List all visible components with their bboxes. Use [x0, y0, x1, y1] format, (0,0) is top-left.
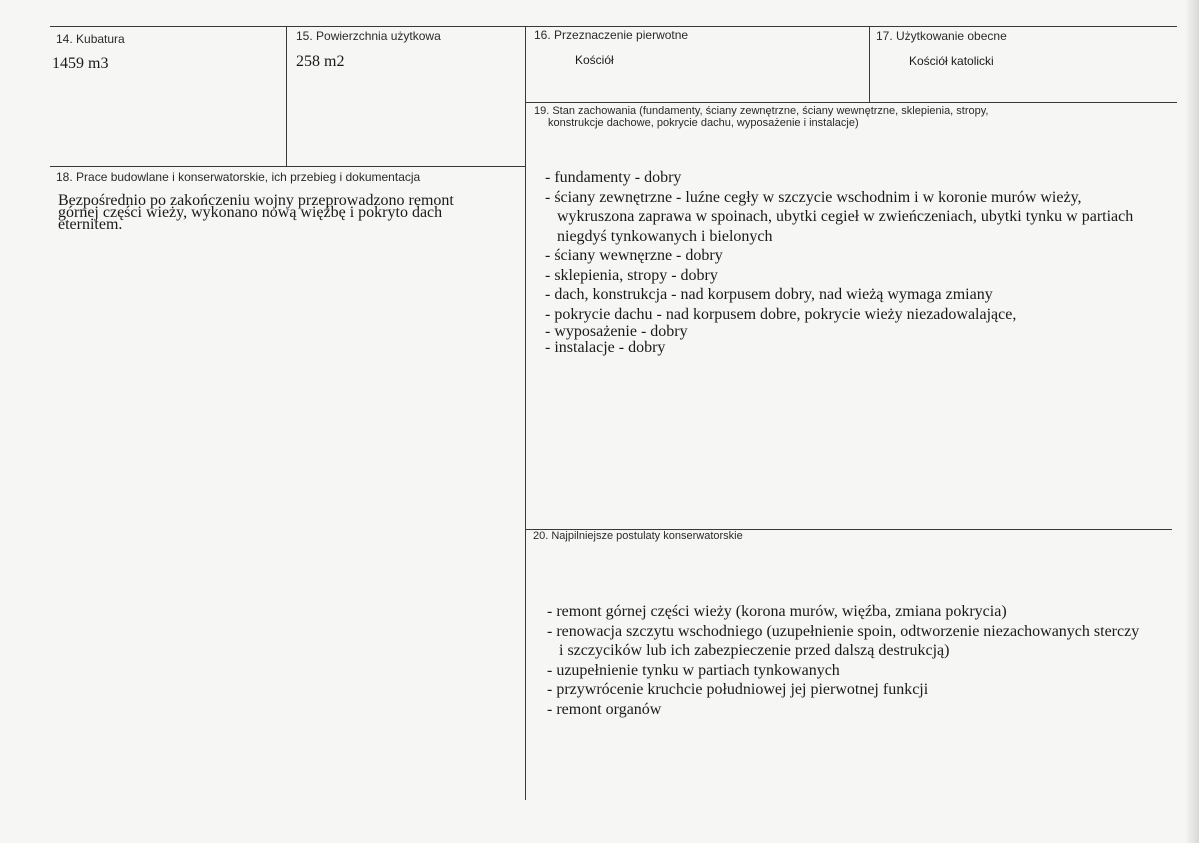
- field-18-label: 18. Prace budowlane i konserwatorskie, ich przebieg i dokumentacja: [56, 170, 421, 184]
- field-19-label-line: 19. Stan zachowania (fundamenty, ściany zewnętrzne, ściany wewnętrzne, sklepienia, stropy,: [534, 105, 989, 117]
- col-divider-14-15: [286, 26, 287, 166]
- field-20-line: - remont organów: [547, 700, 662, 718]
- field-17-value: Kościół katolicki: [909, 54, 994, 68]
- field-18-line: górnej części wieży, wykonano nową więźbę i pokryto dach: [58, 204, 443, 221]
- field-20-line: i szczycików lub ich zabezpieczenie przed dalszą destrukcją): [559, 642, 950, 659]
- field-20-line: - uzupełnienie tynku w partiach tynkowanych: [547, 661, 840, 679]
- field-19-line: - fundamenty - dobry: [545, 169, 682, 186]
- field-15-value: 258 m2: [296, 53, 345, 70]
- scan-edge: [1185, 0, 1199, 843]
- field-18-line: eternitem.: [58, 216, 123, 233]
- field-19-line: - wyposażenie - dobry: [545, 323, 688, 340]
- field-18-text: [58, 192, 454, 233]
- field-19-line: - pokrycie dachu - nad korpusem dobre, pokrycie wieży niezadowalające,: [545, 305, 1017, 323]
- section-19-rule: [526, 102, 1177, 103]
- field-19-text: [545, 168, 1133, 356]
- field-19-line: niegdyś tynkowanych i bielonych: [557, 227, 773, 245]
- field-20-text: [547, 602, 1172, 719]
- field-14-label: 14. Kubatura: [56, 32, 125, 46]
- col-divider-main: [525, 26, 526, 800]
- top-row-rule: [50, 26, 1177, 27]
- field-19-label-line: konstrukcje dachowe, pokrycie dachu, wyposażenie i instalacje): [548, 117, 859, 129]
- field-20-label: 20. Najpilniejsze postulaty konserwatorskie: [533, 530, 743, 542]
- field-15-label: 15. Powierzchnia użytkowa: [296, 29, 441, 43]
- field-19-label: [534, 105, 989, 129]
- field-19-line: - sklepienia, stropy - dobry: [545, 266, 718, 284]
- field-19-line: wykruszona zaprawa w spoinach, ubytki cegieł w zwieńczeniach, ubytki tynku w partiach: [557, 208, 1134, 225]
- field-17-label: 17. Użytkowanie obecne: [876, 29, 1007, 43]
- field-20-line: - remont górnej części wieży (korona murów, więźba, zmiana pokrycia): [547, 603, 1007, 620]
- field-19-line: - instalacje - dobry: [545, 339, 666, 356]
- col-divider-16-17: [869, 26, 870, 102]
- field-19-line: - ściany wewnęrzne - dobry: [545, 247, 723, 264]
- field-14-value: 1459 m3: [52, 55, 109, 72]
- field-20-line: - przywrócenie kruchcie południowej jej pierwotnej funkcji: [547, 681, 929, 698]
- field-19-line: - dach, konstrukcja - nad korpusem dobry, nad wieżą wymaga zmiany: [545, 286, 993, 303]
- field-19-line: - ściany zewnętrzne - luźne cegły w szczycie wschodnim i w koronie murów wieży,: [545, 188, 1082, 206]
- field-20-line: - renowacja szczytu wschodniego (uzupełnienie spoin, odtworzenie niezachowanych sterczy: [547, 622, 1140, 640]
- section-18-rule: [50, 166, 525, 167]
- field-16-value: Kościół: [575, 53, 614, 67]
- field-18-line: Bezpośrednio po zakończeniu wojny przeprowadzono remont: [58, 192, 454, 209]
- field-16-label: 16. Przeznaczenie pierwotne: [534, 28, 689, 42]
